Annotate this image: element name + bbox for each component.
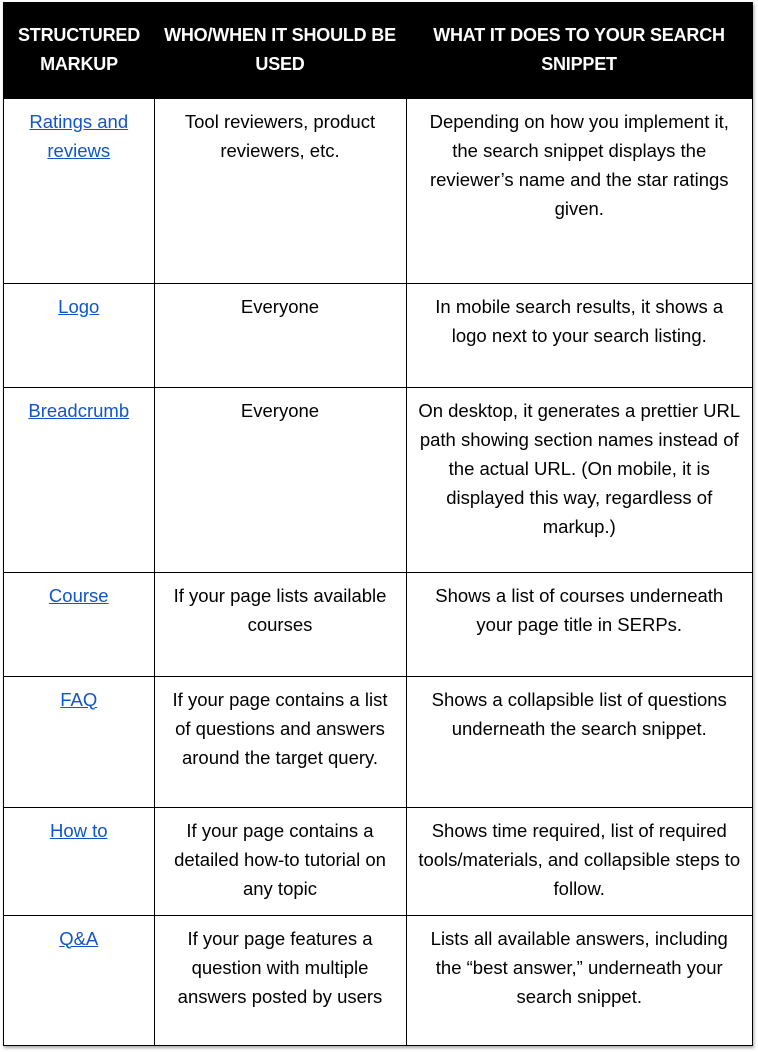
header-what-it-does: WHAT IT DOES TO YOUR SEARCH SNIPPET [406,3,752,98]
markup-cell [4,915,154,1046]
markup-cell [4,807,154,915]
who-cell: Everyone [154,283,406,387]
who-cell: If your page features a question with multiple answers posted by users [154,915,406,1046]
table-row [4,807,752,915]
who-cell: If your page contains a list of questions and answers around the target query. [154,676,406,807]
table-row [4,387,752,572]
markup-link-faq[interactable]: FAQ [60,688,98,710]
what-cell: Lists all available answers, including the “best answer,” underneath your search snippet. [406,915,752,1046]
what-cell: Shows a list of courses underneath your page title in SERPs. [406,572,752,676]
who-cell: If your page contains a detailed how-to tutorial on any topic [154,807,406,915]
markup-link-course[interactable]: Course [48,584,109,606]
who-cell: Everyone [154,387,406,572]
who-cell: If your page lists available courses [154,572,406,676]
header-structured-markup: STRUCTURED MARKUP [4,3,154,98]
table-header [4,3,752,98]
markup-cell [4,387,154,572]
markup-cell [4,572,154,676]
markup-link-breadcrumb[interactable]: Breadcrumb [28,399,130,421]
structured-markup-table [4,3,752,1046]
markup-link-how-to[interactable]: How to [49,819,108,841]
table-row [4,676,752,807]
markup-cell [4,98,154,283]
table-row [4,572,752,676]
markup-link-logo[interactable]: Logo [58,295,100,317]
table-body [4,98,752,1046]
what-cell: Depending on how you implement it, the search snippet displays the reviewer’s name and the star ratings given. [406,98,752,283]
table-row [4,915,752,1046]
table-row [4,98,752,283]
markup-link-qa[interactable]: Q&A [59,927,99,949]
markup-cell [4,283,154,387]
markup-cell [4,676,154,807]
who-cell: Tool reviewers, product reviewers, etc. [154,98,406,283]
what-cell: On desktop, it generates a prettier URL path showing section names instead of the actual URL. (On mobile, it is displayed this way, regardless of markup.) [406,387,752,572]
what-cell: In mobile search results, it shows a logo next to your search listing. [406,283,752,387]
table-row [4,283,752,387]
header-who-when: WHO/WHEN IT SHOULD BE USED [154,3,406,98]
markup-link-ratings-and-reviews[interactable]: Ratings and reviews [29,110,129,161]
what-cell: Shows a collapsible list of questions underneath the search snippet. [406,676,752,807]
header-row [4,3,752,98]
what-cell: Shows time required, list of required tools/materials, and collapsible steps to follow. [406,807,752,915]
table-frame [3,2,753,1046]
